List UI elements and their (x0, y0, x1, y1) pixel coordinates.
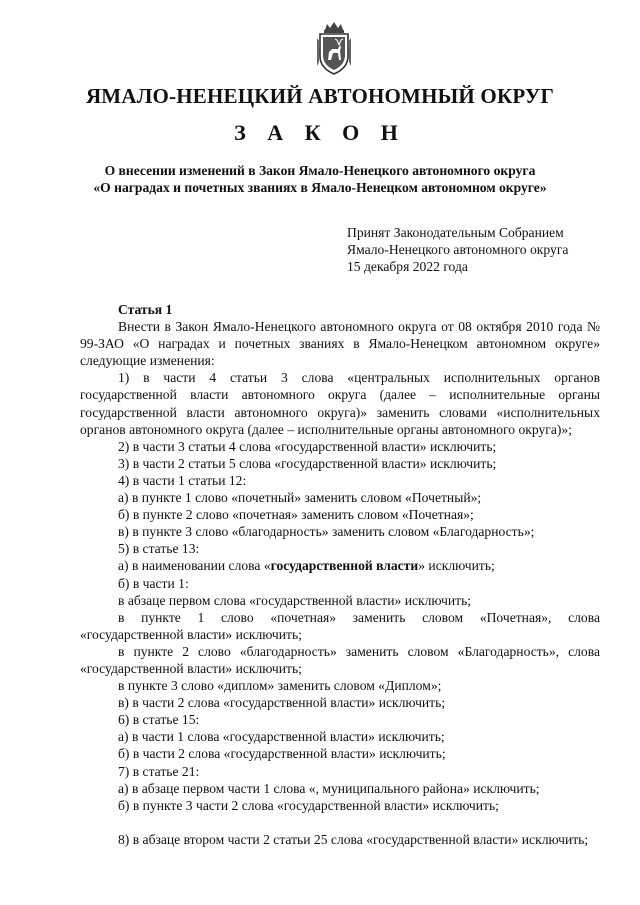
amendment-item: а) в пункте 1 слово «почетный» заменить словом «Почетный»; (118, 490, 482, 506)
amendment-item: б) в части 2 слова «государственной власти» исключить; (118, 746, 446, 762)
amendment-item: б) в пункте 3 части 2 слова «государственной власти» исключить; (118, 797, 499, 813)
adoption-note (347, 224, 627, 275)
adoption-line-1: Принят Законодательным Собранием (347, 225, 564, 240)
amendment-item: 2) в части 3 статьи 4 слова «государственной власти» исключить; (118, 438, 497, 454)
region-title: ЯМАЛО-НЕНЕЦКИЙ АВТОНОМНЫЙ ОКРУГ (85, 84, 555, 108)
amendment-item: в пункте 3 слово «диплом» заменить словом «Диплом»; (118, 678, 442, 694)
coat-of-arms-icon (316, 22, 352, 78)
amendment-item: в) в части 2 слова «государственной власти» исключить; (118, 695, 446, 711)
amendment-item: б) в пункте 2 слово «почетная» заменить словом «Почетная»; (118, 507, 474, 523)
adoption-line-2: Ямало-Ненецкого автономного округа (347, 242, 569, 257)
amendment-item: б) в части 1: (118, 575, 189, 591)
amendment-item: 4) в части 1 статьи 12: (118, 472, 247, 488)
amendment-item: 8) в абзаце втором части 2 статьи 25 слова «государственной власти» исключить; (118, 831, 589, 847)
adoption-date: 15 декабря 2022 года (347, 259, 468, 274)
subtitle-line-1: О внесении изменений в Закон Ямало-Ненецкого автономного округа (104, 163, 536, 178)
law-subtitle (40, 162, 600, 196)
article-body (80, 301, 600, 848)
amendment-item: а) в части 1 слова «государственной власти» исключить; (118, 729, 445, 745)
amendment-item: 6) в статье 15: (118, 712, 200, 728)
amendment-item: 5) в статье 13: (118, 541, 200, 557)
amendment-item: 3) в части 2 статьи 5 слова «государственной власти» исключить; (118, 455, 497, 471)
subtitle-line-2: «О наградах и почетных званиях в Ямало-Ненецком автономном округе» (93, 180, 547, 195)
article-intro: Внести в Закон Ямало-Ненецкого автономного округа от 08 октября 2010 года № 99-ЗАО «О наградах и почетных званиях в Ямало-Ненецком автономном округе» следующие изменения: (80, 319, 600, 369)
amendment-item: 7) в статье 21: (118, 763, 200, 779)
amendment-item: 1) в части 4 статьи 3 слова «центральных исполнительных органов государственной власти автономного округа (далее – исполнительные органы государственной власти автономного округа)» заменить словами «исполнительных органов автономного округа (далее – исполнительные органы автономного округа)»; (80, 370, 600, 437)
amendment-item: в пункте 1 слово «почетная» заменить словом «Почетная», слова «государственной власти» исключить; (80, 609, 600, 642)
article-heading: Статья 1 (118, 302, 173, 317)
amendment-item: а) в наименовании слова «государственной власти» исключить; (118, 558, 495, 574)
bold-phrase: государственной власти (270, 558, 419, 574)
law-title: З А К О Н (234, 120, 406, 145)
amendment-item: в) в пункте 3 слово «благодарность» заменить словом «Благодарность»; (118, 524, 535, 540)
amendment-item: а) в абзаце первом части 1 слова «, муниципального района» исключить; (118, 780, 540, 796)
amendment-item: в абзаце первом слова «государственной власти» исключить; (118, 592, 472, 608)
amendment-item: в пункте 2 слово «благодарность» заменить словом «Благодарность», слова «государственной власти» исключить; (80, 643, 600, 676)
